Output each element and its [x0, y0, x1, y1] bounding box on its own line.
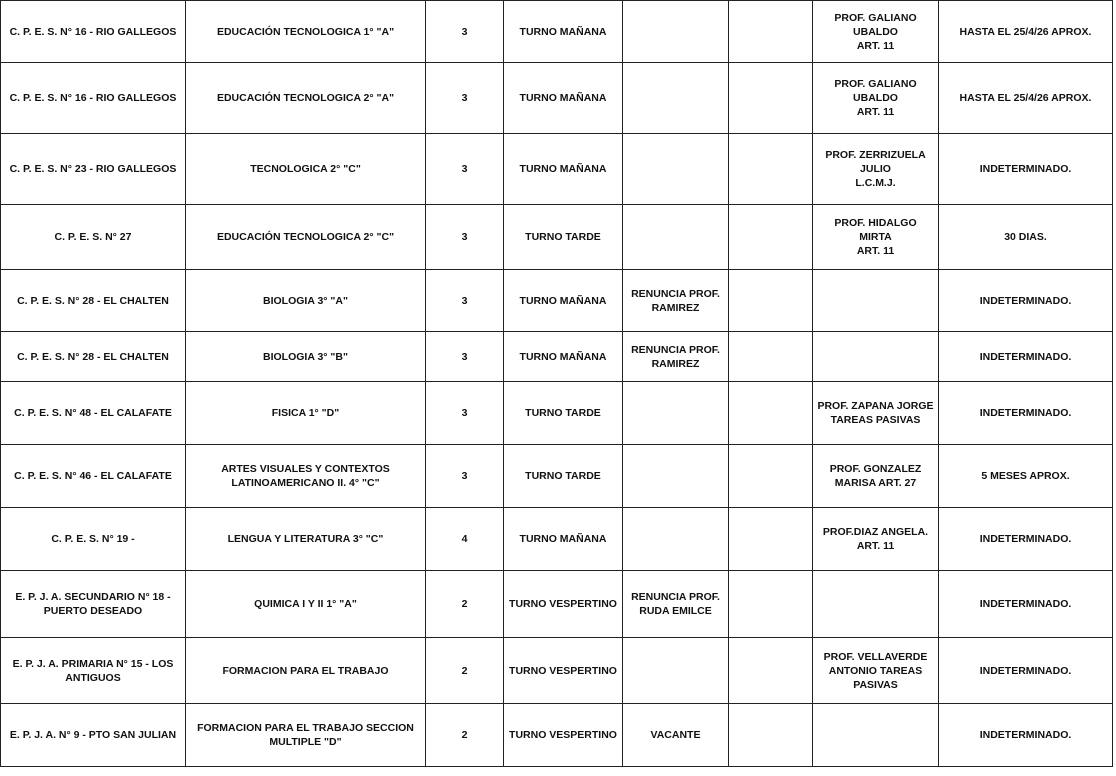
duration-cell: HASTA EL 25/4/26 APROX.	[939, 1, 1113, 63]
reason-cell: RENUNCIA PROF. RUDA EMILCE	[623, 571, 729, 638]
blank-cell	[729, 508, 813, 571]
hours-cell: 3	[426, 332, 504, 382]
duration-cell: HASTA EL 25/4/26 APROX.	[939, 63, 1113, 134]
shift-cell: TURNO MAÑANA	[504, 1, 623, 63]
shift-cell: TURNO MAÑANA	[504, 63, 623, 134]
reason-cell: RENUNCIA PROF. RAMIREZ	[623, 332, 729, 382]
blank-cell	[729, 445, 813, 508]
table-row	[1, 382, 1113, 445]
subject-cell: FISICA 1° "D"	[186, 382, 426, 445]
teacher-cell: PROF. GONZALEZ MARISA ART. 27	[813, 445, 939, 508]
subject-cell: FORMACION PARA EL TRABAJO	[186, 638, 426, 704]
shift-cell: TURNO MAÑANA	[504, 508, 623, 571]
blank-cell	[729, 638, 813, 704]
school-cell: C. P. E. S. N° 28 - EL CHALTEN	[1, 332, 186, 382]
subject-cell: ARTES VISUALES Y CONTEXTOS LATINOAMERICANO II. 4° "C"	[186, 445, 426, 508]
table-row	[1, 134, 1113, 205]
duration-cell: INDETERMINADO.	[939, 638, 1113, 704]
teacher-cell	[813, 571, 939, 638]
table-row	[1, 332, 1113, 382]
shift-cell: TURNO VESPERTINO	[504, 638, 623, 704]
table-row	[1, 638, 1113, 704]
shift-cell: TURNO TARDE	[504, 382, 623, 445]
subject-cell: EDUCACIÓN TECNOLOGICA 2° "A"	[186, 63, 426, 134]
school-cell: C. P. E. S. N° 23 - RIO GALLEGOS	[1, 134, 186, 205]
hours-cell: 3	[426, 270, 504, 332]
duration-cell: INDETERMINADO.	[939, 332, 1113, 382]
subject-cell: EDUCACIÓN TECNOLOGICA 2° "C"	[186, 205, 426, 270]
teacher-cell: PROF. HIDALGO MIRTA ART. 11	[813, 205, 939, 270]
reason-cell: RENUNCIA PROF. RAMIREZ	[623, 270, 729, 332]
hours-cell: 2	[426, 571, 504, 638]
reason-cell	[623, 63, 729, 134]
teacher-cell: PROF. ZERRIZUELA JULIO L.C.M.J.	[813, 134, 939, 205]
school-cell: C. P. E. S. N° 16 - RIO GALLEGOS	[1, 63, 186, 134]
school-cell: E. P. J. A. SECUNDARIO N° 18 - PUERTO DESEADO	[1, 571, 186, 638]
reason-cell: VACANTE	[623, 704, 729, 767]
shift-cell: TURNO VESPERTINO	[504, 571, 623, 638]
table-row	[1, 445, 1113, 508]
hours-cell: 3	[426, 134, 504, 205]
school-cell: C. P. E. S. N° 48 - EL CALAFATE	[1, 382, 186, 445]
hours-cell: 2	[426, 704, 504, 767]
duration-cell: 5 MESES APROX.	[939, 445, 1113, 508]
school-cell: C. P. E. S. N° 46 - EL CALAFATE	[1, 445, 186, 508]
school-cell: C. P. E. S. N° 19 -	[1, 508, 186, 571]
teacher-cell: PROF. GALIANO UBALDO ART. 11	[813, 63, 939, 134]
shift-cell: TURNO MAÑANA	[504, 134, 623, 205]
duration-cell: INDETERMINADO.	[939, 571, 1113, 638]
blank-cell	[729, 270, 813, 332]
duration-cell: INDETERMINADO.	[939, 508, 1113, 571]
duration-cell: INDETERMINADO.	[939, 382, 1113, 445]
duration-cell: INDETERMINADO.	[939, 134, 1113, 205]
reason-cell	[623, 205, 729, 270]
shift-cell: TURNO TARDE	[504, 445, 623, 508]
table-row	[1, 571, 1113, 638]
reason-cell	[623, 134, 729, 205]
subject-cell: BIOLOGIA 3° "A"	[186, 270, 426, 332]
blank-cell	[729, 382, 813, 445]
table-row	[1, 508, 1113, 571]
school-cell: C. P. E. S. N° 28 - EL CHALTEN	[1, 270, 186, 332]
table-row	[1, 63, 1113, 134]
duration-cell: 30 DIAS.	[939, 205, 1113, 270]
subject-cell: TECNOLOGICA 2° "C"	[186, 134, 426, 205]
subject-cell: EDUCACIÓN TECNOLOGICA 1° "A"	[186, 1, 426, 63]
blank-cell	[729, 571, 813, 638]
hours-cell: 3	[426, 382, 504, 445]
blank-cell	[729, 205, 813, 270]
duration-cell: INDETERMINADO.	[939, 270, 1113, 332]
hours-cell: 3	[426, 445, 504, 508]
shift-cell: TURNO MAÑANA	[504, 270, 623, 332]
reason-cell	[623, 638, 729, 704]
duration-cell: INDETERMINADO.	[939, 704, 1113, 767]
teacher-cell	[813, 704, 939, 767]
table-row	[1, 1, 1113, 63]
reason-cell	[623, 508, 729, 571]
shift-cell: TURNO VESPERTINO	[504, 704, 623, 767]
teacher-cell: PROF. ZAPANA JORGE TAREAS PASIVAS	[813, 382, 939, 445]
hours-cell: 3	[426, 63, 504, 134]
reason-cell	[623, 1, 729, 63]
blank-cell	[729, 63, 813, 134]
hours-cell: 4	[426, 508, 504, 571]
teacher-cell: PROF.DIAZ ANGELA. ART. 11	[813, 508, 939, 571]
school-cell: E. P. J. A. N° 9 - PTO SAN JULIAN	[1, 704, 186, 767]
shift-cell: TURNO TARDE	[504, 205, 623, 270]
reason-cell	[623, 382, 729, 445]
teacher-cell	[813, 270, 939, 332]
teacher-cell: PROF. GALIANO UBALDO ART. 11	[813, 1, 939, 63]
subject-cell: FORMACION PARA EL TRABAJO SECCION MULTIPLE "D"	[186, 704, 426, 767]
subject-cell: BIOLOGIA 3° "B"	[186, 332, 426, 382]
blank-cell	[729, 704, 813, 767]
school-cell: E. P. J. A. PRIMARIA N° 15 - LOS ANTIGUOS	[1, 638, 186, 704]
table-row	[1, 270, 1113, 332]
reason-cell	[623, 445, 729, 508]
subject-cell: QUIMICA I Y II 1° "A"	[186, 571, 426, 638]
shift-cell: TURNO MAÑANA	[504, 332, 623, 382]
teacher-cell	[813, 332, 939, 382]
table-row	[1, 704, 1113, 767]
hours-cell: 2	[426, 638, 504, 704]
school-cell: C. P. E. S. N° 27	[1, 205, 186, 270]
blank-cell	[729, 134, 813, 205]
subject-cell: LENGUA Y LITERATURA 3° "C"	[186, 508, 426, 571]
teacher-cell: PROF. VELLAVERDE ANTONIO TAREAS PASIVAS	[813, 638, 939, 704]
blank-cell	[729, 332, 813, 382]
hours-cell: 3	[426, 205, 504, 270]
blank-cell	[729, 1, 813, 63]
hours-cell: 3	[426, 1, 504, 63]
school-cell: C. P. E. S. N° 16 - RIO GALLEGOS	[1, 1, 186, 63]
table-row	[1, 205, 1113, 270]
